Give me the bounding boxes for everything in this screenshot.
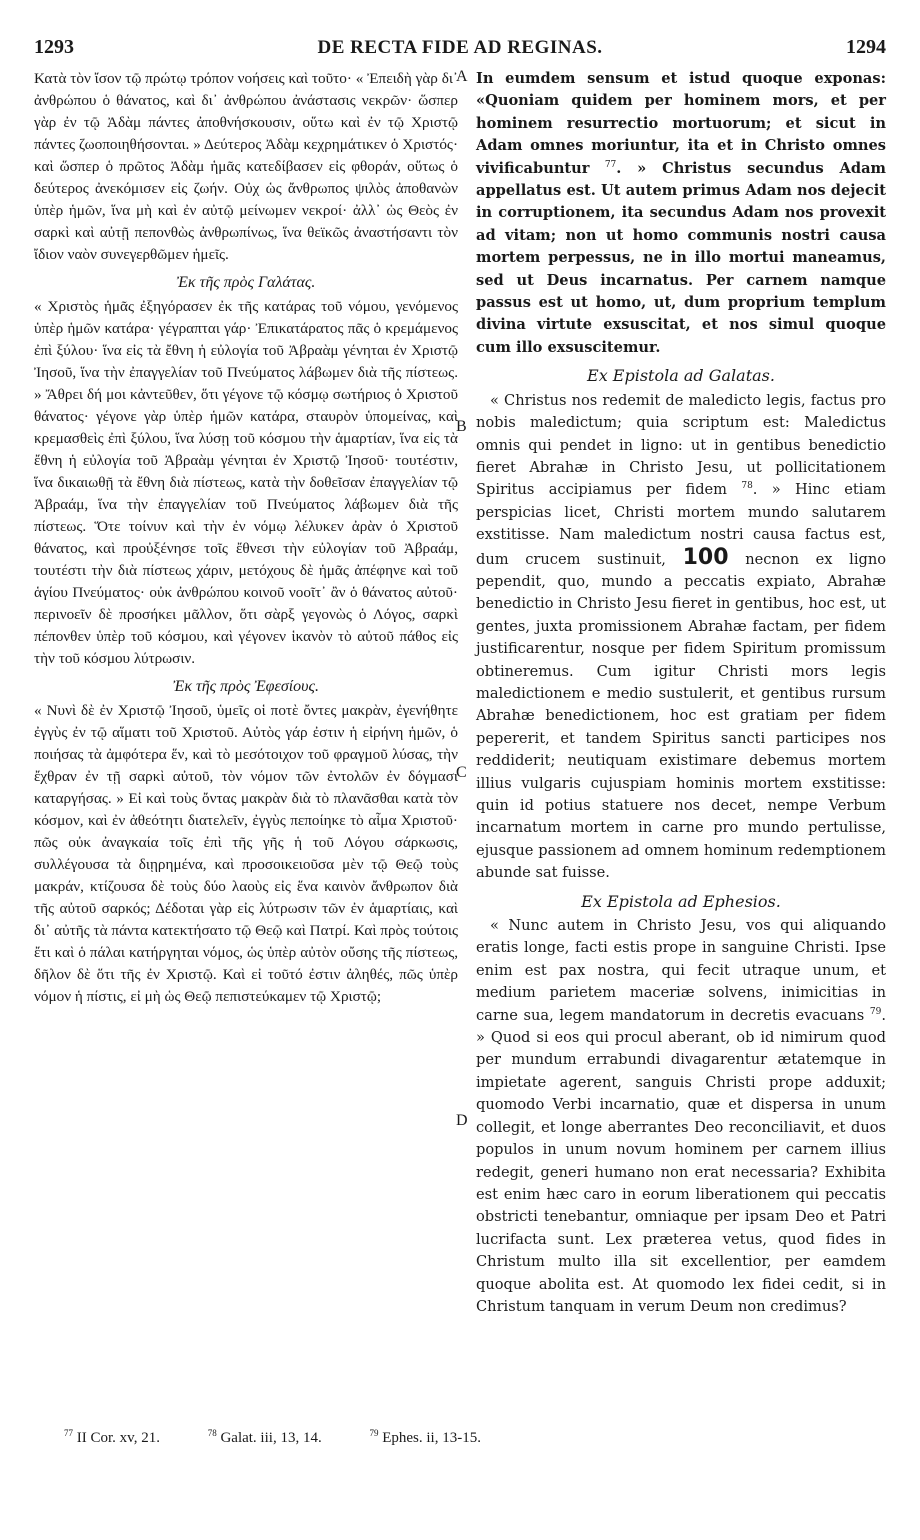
footnote-78 — [208, 1430, 344, 1446]
latin-paragraph-2 — [476, 390, 886, 885]
page-header — [30, 36, 890, 62]
column-number-100: 100 — [682, 544, 729, 570]
footnote-number: 78 — [207, 1428, 217, 1438]
footnote-number: 79 — [369, 1428, 379, 1438]
page-number-left: 1293 — [34, 36, 74, 58]
greek-paragraph-1: Κατὰ τὸν ἴσον τῷ πρώτῳ τρόπον νοήσεις καὶ τοῦτο· « Ἐπειδὴ γὰρ δι᾽ ἀνθρώπου ὁ θάνατος, καὶ δι᾽ ἀνθρώπου ἀνάστασις νεκρῶν· ὥσπερ γὰρ ἐν τῷ Ἀδὰμ πάντες ἀποθνήσκουσιν, οὕτω καὶ ἐν τῷ Χριστῷ πάντες ζωοποιηθήσονται. » Δεύτερος Ἀδὰμ κεχρημάτικεν ὁ Χριστός· καὶ ὥσπερ ὁ πρῶτος Ἀδὰμ ἡμᾶς κατεδίβασεν εἰς φθοράν, οὕτως ὁ δεύτερος ἀνεκόμισεν εἰς ζωήν. Οὐχ ὡς ἄνθρωπος ψιλὸς ἀποθανὼν ὑπὲρ ἡμῶν, ἵνα μὴ καὶ ἐν αὐτῷ μείνωμεν νεκροί· ἀλλ᾽ ὡς Θεὸς ἐν σαρκὶ καὶ αὐτῇ πεπονθὼς ἀνθρωπίνως, ἵνα θεϊκῶς ἀναστήσαντι τὸν ἴδιον ναὸν συνεγερθῶμεν ἡμεῖς. — [34, 70, 458, 263]
latin-heading-ephesios: Ex Epistola ad Ephesios. — [581, 891, 781, 911]
latin-column — [476, 68, 886, 1318]
latin-text: . » Christus secundus Adam appellatus est. Ut autem primus Adam nos dejecit in corruptionem, ita secundus Adam nos provexit ad vitam; non ut homo communis nostri causa mortem perpessus, ne in illo mortui maneamus, sed ut Deus incarnatus. Per carnem namque passus est ut homo, ut, dum proprium templum divina virtute exsuscitat, et nos simul quoque cum illo exsuscitemur. — [476, 159, 886, 356]
footnote-text: Galat. iii, 13, 14. — [220, 1430, 322, 1446]
margin-marker-b: B — [456, 418, 467, 435]
footnote-text: Ephes. ii, 13-15. — [382, 1430, 481, 1446]
footnote-ref-77: 77 — [604, 159, 617, 170]
footnote-number: 77 — [64, 1428, 73, 1438]
footnotes — [64, 1430, 864, 1447]
latin-paragraph-3 — [476, 915, 886, 1318]
latin-text: « Christus nos redemit de maledicto legis, factus pro nobis maledictum; quia scriptum est: Maledictus omnis qui pendet in ligno: ut in gentibus benedictio fieret Abrahæ in Christo Jesu, ut pollicitationem Spiritus accipiamus per fidem — [476, 391, 886, 499]
latin-text: . » Quod si eos qui procul aberant, ob id nimirum quod per mundum errabundi divagarentur ætatemque in impietate agerent, sanguis Christi prope adduxit; quomodo Verbi incarnatio, quæ et dispersa in unum collegit, et longe aberrantes Deo reconciliavit, et duos populos in unum novum hominem per carnem illius redegit, generi humano non erat necessaria? Exhibita est enim hæc caro in eorum liberationem qui peccatis obstricti tenebantur, omniaque per ipsam Deo et Patri lucrifacta sunt. Lex præterea vetus, quod fides in Christum multo illa sit excellentior, per eamdem quoque abolita est. At quomodo lex fidei cedit, si in Christum tanquam in verum Deum non credimus? — [476, 1006, 886, 1315]
greek-paragraph-2: « Χριστὸς ἡμᾶς ἐξηγόρασεν ἐκ τῆς κατάρας τοῦ νόμου, γενόμενος ὑπὲρ ἡμῶν κατάρα· γέγραπται γάρ· Ἐπικατάρατος πᾶς ὁ κρεμάμενος ἐπὶ ξύλου· ἵνα εἰς τὰ ἔθνη ἡ εὐλογία τοῦ Ἀβραὰμ γένηται ἐν Χριστῷ Ἰησοῦ, ἵνα τὴν ἐπαγγελίαν τοῦ Πνεύματος λάβωμεν διὰ τῆς πίστεως. » Ἄθρει δή μοι κἀντεῦθεν, ὅτι γέγονε τῷ κόσμῳ σωτήριος ὁ Χριστοῦ θάνατος· γέγονε γὰρ ὑπὲρ ἡμῶν κατάρα, σταυρὸν ὑπομείνας, καὶ κρεμασθεὶς ἐπὶ ξύλου, ἵνα λύσῃ τοῦ κόσμου τὴν ἁμαρτίαν, ἵνα εἰς τὰ ἔθνη ἡ εὐλογία τοῦ Ἀβραὰμ γένηται ἐν Χριστῷ Ἰησοῦ· τουτέστιν, ἵνα δικαιωθῇ τὰ ἔθνη διὰ πίστεως, κατὰ τὴν δοθεῖσαν ἐπαγγελίαν τῷ Ἀβραάμ, ἵνα τὴν ἐπαγγελίαν τοῦ Πνεύματος λάβωμεν διὰ τῆς πίστεως. Ὅτε τοίνυν καὶ τὴν ἐν νόμῳ λέλυκεν ἀρὰν ὁ Χριστοῦ θάνατος, καὶ προὐξένησε τοῖς ἔθνεσι τὴν εὐλογίαν τοῦ Ἀβραάμ, τουτέστι τὴν διὰ πίστεως χάριν, μετόχους δὲ ἡμᾶς ἀπέφηνε καὶ τοῦ ἁγίου Πνεύματος· οὐκ ἀνθρώπου κοινοῦ νοοῖτ᾽ ἂν ὁ θάνατος αὐτοῦ· περινοεῖν δὲ προσήκει μᾶλλον, ὅτι σὰρξ γεγονὼς ὁ Λόγος, σαρκὶ πέπονθεν ὑπὲρ τοῦ κόσμου, καὶ γέγονεν ἱκανὸν τὸ αὐτοῦ πάθος εἰς τὴν τοῦ κόσμου λύτρωσιν. — [34, 298, 458, 667]
footnote-ref-79: 79 — [869, 1006, 882, 1017]
margin-marker-c: C — [456, 764, 467, 781]
margin-marker-a: A — [456, 68, 468, 85]
margin-marker-d: D — [456, 1112, 468, 1129]
latin-heading-galatas: Ex Epistola ad Galatas. — [587, 366, 775, 386]
latin-paragraph-1 — [476, 68, 886, 359]
greek-column — [34, 68, 458, 1008]
greek-heading-galatas: Ἐκ τῆς πρὸς Γαλάτας. — [176, 274, 316, 291]
latin-text: necnon ex ligno pependit, quo, mundo a peccatis expiato, Abrahæ benedictio in Christo Jesu fieret in gentibus, hoc est, ut gentes, juxta promissionem Abrahæ factam, per fidem justificarentur, nosque per fidem Spiritum promissum obtineremus. Cum igitur Christi mors legis maledictionem e medio sustulerit, et gentibus rursum Abrahæ benedictionem, hoc est gratiam per fidem pepererit, et tandem Spiritus sancti participes nos reddiderit; neutiquam existimare debemus mortem illius vulgaris cujuspiam hominis mortem exstitisse: quin id potius statuere nos decet, nempe Verbum incarnatum mortem in carne pro mundo pertulisse, ejusque passionem ad omnem hominum redemptionem abunde sat fuisse. — [476, 550, 887, 882]
greek-paragraph-3: « Νυνὶ δὲ ἐν Χριστῷ Ἰησοῦ, ὑμεῖς οἱ ποτὲ ὄντες μακρὰν, ἐγενήθητε ἐγγὺς ἐν τῷ αἵματι τοῦ Χριστοῦ. Αὐτὸς γάρ ἐστιν ἡ εἰρήνη ἡμῶν, ὁ ποιήσας τὰ ἀμφότερα ἕν, καὶ τὸ μεσότοιχον τοῦ φραγμοῦ λύσας, τὴν ἔχθραν ἐν τῇ σαρκὶ αὐτοῦ, τὸν νόμον τῶν ἐντολῶν ἐν δόγμασι καταργήσας. » Εἰ καὶ τοὺς ὄντας μακρὰν διὰ τὸ πλανᾶσθαι κατὰ τὸν κόσμον, καὶ ἐν ἀθεότητι διατελεῖν, ἐγγὺς πεποίηκε τὸ αἷμα Χριστοῦ· πῶς οὐκ ἀναγκαία τοῖς ἐπὶ τῆς γῆς ἡ τοῦ Λόγου σάρκωσις, συλλέγουσα τὰ διῃρημένα, καὶ προσοικειοῦσα μὲν τῷ Θεῷ τοὺς μακράν, κτίζουσα δὲ τοὺς δύο λαοὺς εἰς ἕνα καινὸν ἄνθρωπον διὰ τῆς αὐτοῦ σαρκός; Δέδοται γὰρ εἰς λύτρωσιν τῶν ἐν ἁμαρτίαις, καὶ δι᾽ αὐτῆς τὰ πάντα κατεκτήσατο τῷ Θεῷ καὶ Πατρί. Καὶ πρὸς τούτοις ἔτι καὶ ὁ πάλαι κατήργηται νόμος, ὡς ὑπὲρ αὐτὸν οὔσης τῆς πίστεως, δῆλον δὲ ὅτι τῆς ἐν Χριστῷ. Καὶ εἰ τοῦτό ἐστιν ἀληθές, πῶς ὑπὲρ νόμον ἡ πίστις, εἰ μὴ ὡς Θεῷ πεπιστεύκαμεν τῷ Χριστῷ; — [34, 702, 458, 1005]
footnote-79 — [369, 1430, 503, 1446]
footnote-77 — [64, 1430, 182, 1446]
greek-heading-ephesios: Ἐκ τῆς πρὸς Ἐφεσίους. — [172, 678, 320, 695]
footnote-text: II Cor. xv, 21. — [76, 1430, 160, 1446]
footnote-ref-78: 78 — [741, 481, 753, 492]
latin-text: . » Hinc etiam perspicias licet, Christi mortem mundo salutarem exstitisse. Nam maledictum nostri causa factus est, dum crucem sustinuit, — [476, 481, 886, 568]
latin-text: In eumdem sensum et istud quoque exponas: «Quoniam quidem per hominem mors, et per hominem resurrectio mortuorum; et sicut in Adam omnes moriuntur, ita et in Christo omnes vivificabuntur — [476, 70, 886, 177]
latin-text: « Nunc autem in Christo Jesu, vos qui aliquando eratis longe, facti estis prope in sanguine Christi. Ipse enim est pax nostra, qui fecit utraque unum, et medium parietem maceriæ solvens, inimicitias in carne sua, legem mandatorum in decretis evacuans — [476, 917, 886, 1024]
page-number-right: 1294 — [846, 36, 886, 58]
running-title: DE RECTA FIDE AD REGINAS. — [317, 37, 603, 58]
